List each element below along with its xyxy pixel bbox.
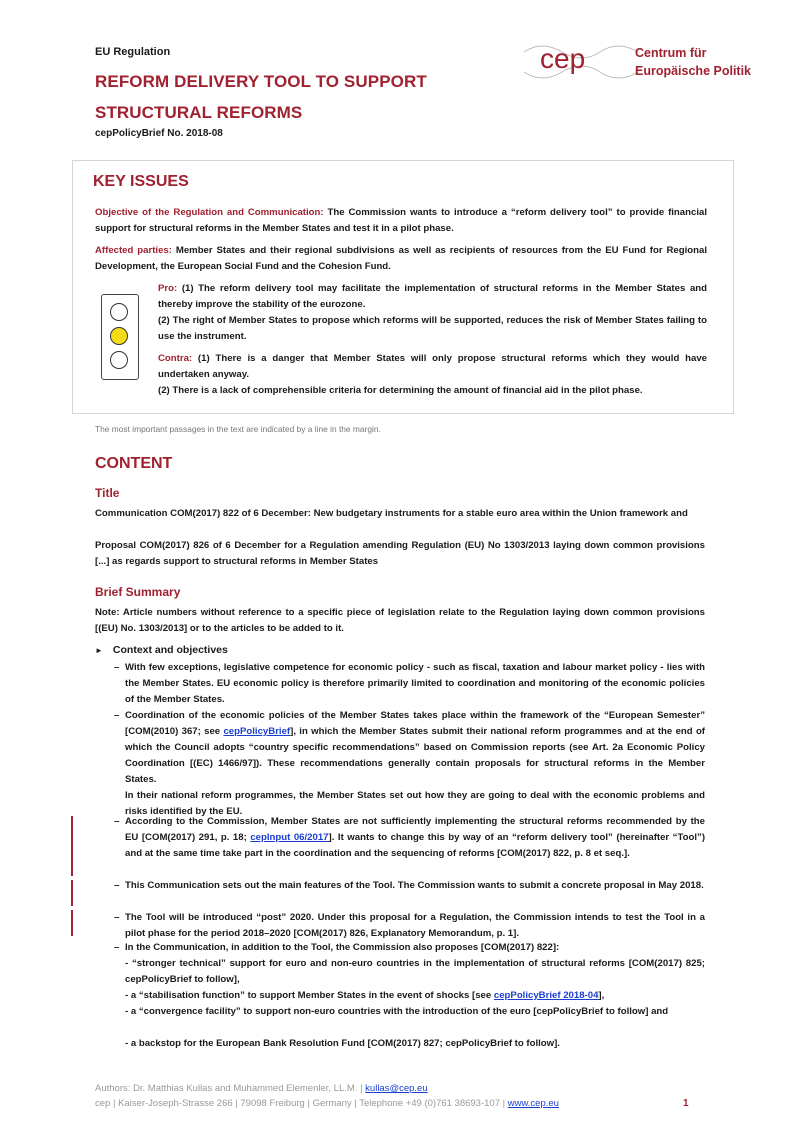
page-title (95, 66, 427, 128)
dash-bullet-icon: – (114, 912, 120, 923)
contra-label: Contra: (158, 353, 193, 364)
dash-bullet-icon: – (114, 816, 120, 827)
sub-list-item (125, 988, 705, 1004)
bullet-2-text-a: Coordination of the economic policies of the Member States takes place within the framework of the “European Semester” [COM(2010) 367; see (125, 710, 705, 737)
list-item (114, 708, 705, 820)
page-number: 1 (683, 1098, 689, 1109)
title-line-1: REFORM DELIVERY TOOL TO SUPPORT (95, 72, 427, 91)
context-heading-text: Context and objectives (112, 644, 228, 656)
margin-line (71, 880, 73, 906)
title-paragraph-1: Communication COM(2017) 822 of 6 December: New budgetary instruments for a stable euro area within the Union framework and (95, 508, 688, 519)
list-item (114, 660, 705, 708)
footer-address-text: cep | Kaiser-Joseph-Strasse 266 | 79098 Freiburg | Germany | Telephone +49 (0)761 38693-107 | (95, 1098, 508, 1109)
title-heading: Title (95, 486, 120, 500)
traffic-light-bottom-lamp (110, 351, 128, 369)
summary-heading: Brief Summary (95, 585, 181, 599)
traffic-light-top-lamp (110, 303, 128, 321)
affected-label: Affected parties: (95, 245, 172, 256)
list-item (114, 814, 706, 862)
traffic-light-icon (101, 294, 139, 380)
context-heading (95, 644, 228, 656)
content-heading: CONTENT (95, 455, 173, 472)
pro-point-2: (2) The right of Member States to propose which reforms will be supported, reduces the risk of Member States failing to use the instrument. (158, 315, 707, 342)
bullet-4-text: This Communication sets out the main features of the Tool. The Commission wants to submit a concrete proposal in May 2018. (125, 880, 704, 891)
bullet-2-text-b: ], in which the Member States submit their national reform programmes and at the end of which the Council adopts “country specific recommendations” based on Commission reports (see Art. 2a Economic Policy Coordination [(EC) 1466/97]). These recommendations generally contain proposals for structural reforms in the Member States. (125, 726, 705, 785)
pro-paragraph (158, 281, 707, 345)
sub-list-item: - a “convergence facility” to support non-euro countries with the introduction of the euro [cepPolicyBrief to follow] and (125, 1006, 669, 1017)
cepinput-link[interactable]: cepInput 06/2017 (250, 832, 329, 843)
dash-bullet-icon: – (114, 710, 120, 721)
sub-list-item: - “stronger technical” support for euro and non-euro countries in the implementation of structural reforms [COM(2017) 825; cepPolicyBrief to follow], (125, 958, 705, 985)
list-item (114, 878, 705, 894)
note-paragraph: Note: Article numbers without reference to a specific piece of legislation relate to the Regulation laying down common provisions [(EU) No. 1303/2013] or to the articles to be added to it. (95, 607, 705, 634)
logo-text: cep (540, 43, 586, 74)
affected-text: Member States and their regional subdivisions as well as recipients of resources from the EU Fund for Regional Development, the European Social Fund and the Cohesion Fund. (95, 245, 707, 272)
key-issues-heading: KEY ISSUES (93, 173, 189, 190)
bullet-3-text-b: ]. It wants to change this by way of an “reform delivery tool” (hereinafter “Tool”) and at the same time take part in the coordination and the sequencing of reforms [COM(2017) 822, p. 8 et seq.]. (125, 832, 706, 859)
email-link[interactable]: kullas@cep.eu (365, 1083, 428, 1094)
margin-note: The most important passages in the text are indicated by a line in the margin. (95, 424, 381, 434)
footer-authors (95, 1083, 428, 1094)
ceppolicybrief-2018-04-link[interactable]: cepPolicyBrief 2018-04 (493, 990, 599, 1001)
contra-point-2: (2) There is a lack of comprehensible criteria for determining the amount of financial aid in the pilot phase. (158, 385, 643, 396)
title-line-2: STRUCTURAL REFORMS (95, 103, 303, 122)
key-issues-box (72, 160, 734, 414)
bullet-1-text: With few exceptions, legislative competence for economic policy - such as fiscal, taxation and labour market policy - lies with the Member States. EU economic policy is therefore primarily limited to coordination and monitoring of the economic policies of the Member States. (125, 662, 705, 705)
list-item (114, 940, 705, 956)
list-item (114, 910, 705, 942)
sub-list-item: - a backstop for the European Bank Resolution Fund [COM(2017) 827; cepPolicyBrief to follow]. (125, 1038, 560, 1049)
sub-2-text-b: ], (598, 990, 605, 1001)
ceppolicybrief-link[interactable]: cepPolicyBrief (223, 726, 291, 737)
dash-bullet-icon: – (114, 662, 120, 673)
regulation-label: EU Regulation (95, 46, 171, 58)
triangle-bullet-icon: ► (95, 646, 103, 655)
bullet-2-text-c: In their national reform programmes, the Member States set out how they are going to deal with the economic problems and risks identified by the EU. (125, 790, 705, 817)
objective-text: The Commission wants to introduce a “reform delivery tool” to provide financial support for structural reforms in the Member States and test it in a pilot phase. (95, 207, 707, 234)
affected-paragraph (95, 243, 707, 275)
footer-address (95, 1098, 559, 1109)
objective-label: Objective of the Regulation and Communication: (95, 207, 324, 218)
org-name-line-2: Europäische Politik (635, 64, 752, 78)
dash-bullet-icon: – (114, 880, 120, 891)
website-link[interactable]: www.cep.eu (507, 1098, 559, 1109)
traffic-light-middle-lamp (110, 327, 128, 345)
contra-paragraph (158, 351, 707, 399)
pro-point-1: (1) The reform delivery tool may facilitate the implementation of structural reforms in the Member States and thereby improve the stability of the eurozone. (158, 283, 707, 310)
sub-2-text-a: - a “stabilisation function” to support Member States in the event of shocks [see (125, 990, 494, 1001)
objective-paragraph (95, 205, 707, 237)
margin-line (71, 910, 73, 936)
margin-line (71, 816, 73, 876)
org-name (635, 44, 751, 80)
org-name-line-1: Centrum für (635, 46, 707, 60)
pro-label: Pro: (158, 283, 178, 294)
dash-bullet-icon: – (114, 942, 120, 953)
bullet-5-text: The Tool will be introduced “post” 2020. Under this proposal for a Regulation, the Commission intends to test the Tool in a pilot phase for the period 2018–2020 [COM(2017) 826, Explanatory Memorandum, p. 1]. (125, 912, 705, 939)
bullet-6-text: In the Communication, in addition to the Tool, the Commission also proposes [COM(2017) 822]: (125, 942, 560, 953)
bullet-3-text-a: According to the Commission, Member States are not sufficiently implementing the structural reforms recommended by the EU [COM(2017) 291, p. 18; (125, 816, 705, 843)
footer-authors-text: Authors: Dr. Matthias Kullas and Muhammed Elemenler, LL.M. | (95, 1083, 366, 1094)
contra-point-1: (1) There is a danger that Member States will only propose structural reforms which they would have undertaken anyway. (158, 353, 707, 380)
brief-number: cepPolicyBrief No. 2018-08 (95, 128, 223, 139)
title-paragraph-2: Proposal COM(2017) 826 of 6 December for a Regulation amending Regulation (EU) No 1303/2013 laying down common provisions [...] as regards support to structural reforms in Member States (95, 540, 705, 567)
